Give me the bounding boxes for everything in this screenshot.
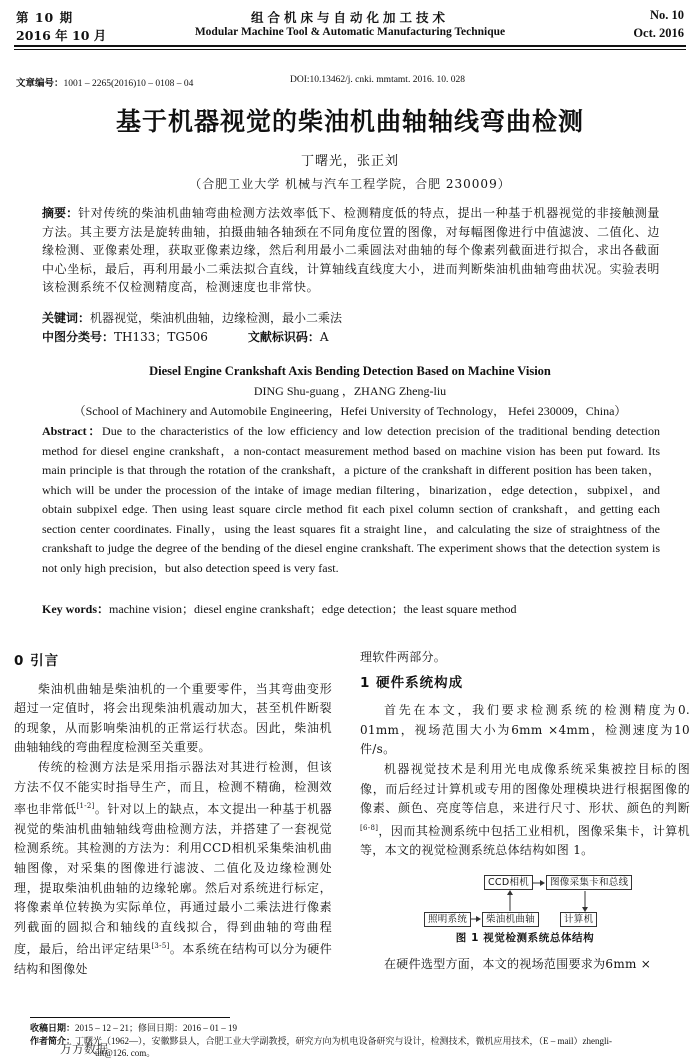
wanfang-watermark: 万方数据 xyxy=(60,1042,109,1056)
english-authors: DING Shu-guang ，ZHANG Zheng-liu xyxy=(253,384,447,398)
issue-number-cn: 第 10 期 xyxy=(16,10,74,25)
figure-box-computer: 计算机 xyxy=(560,912,597,927)
article-number-label: 文章编号： xyxy=(16,78,64,89)
citation-ref[interactable]: [6-8] xyxy=(360,823,379,832)
english-keywords xyxy=(42,600,517,617)
english-keywords-text: machine vision；diesel engine crankshaft；edge detection；the least square method xyxy=(109,602,517,616)
para-text: 传统的检测方法是采用指示器法对其进行检测，但该方法不仅不能实时指导生产，而且，检测不精确，检测效率也非常低 xyxy=(14,759,332,817)
english-keywords-label: Key words： xyxy=(42,602,109,616)
issue-number-en: No. 10 xyxy=(649,8,684,22)
section-0-paragraph-1: 柴油机曲轴是柴油机的一个重要零件，当其弯曲变形超过一定值时，将会出现柴油机震动加大，甚至机件断裂的现象，从而影响柴油机的正常运行状态。因此，柴油机曲轴轴线的弯曲程度检测至关重要。 xyxy=(14,681,332,755)
author-email-tail: uit@126. com。 xyxy=(95,1048,156,1058)
keywords-label: 关键词： xyxy=(42,311,91,325)
doc-code-value: A xyxy=(319,330,329,344)
para-text: 。本系统在结构可以分为硬件结构和图像处 xyxy=(14,942,332,976)
abstract-text: 针对传统的柴油机曲轴弯曲检测方法效率低下、检测精度低的特点，提出一种基于机器视觉的非接触测量方法。其主要方法是旋转曲轴，拍摄曲轴各轴颈在不同角度位置的图像，对每幅图像进行中值滤波、二值化、边缘检测、亚像素处理，获取亚像素边缘，然后利用最小二乘圆法对曲轴的每个像素列截面进行拟合，求出各截面中心坐标，最后，再利用最小二乘法拟合直线，计算轴线直线度大小，进而判断柴油机曲轴弯曲状况。实验表明该检测系统不仅检测精度高，检测速度也非常快。 xyxy=(42,206,660,295)
figure-1-diagram xyxy=(360,869,690,927)
figure-box-capture-card: 图像采集卡和总线 xyxy=(546,875,632,890)
received-label: 收稿日期： xyxy=(30,1024,76,1034)
keywords-cn xyxy=(42,309,342,327)
paper-title: 基于机器视觉的柴油机曲轴轴线弯曲检测 xyxy=(115,107,584,136)
body-right-column xyxy=(360,648,690,974)
para-text: ，因而其检测系统中包括工业相机，图像采集卡，计算机等，本文的视觉检测系统总体结构如图 1。 xyxy=(360,823,690,858)
paragraph-continuation: 理软件两部分。 xyxy=(360,650,447,664)
header-rule-thin xyxy=(14,49,686,50)
section-1-paragraph-1: 首先在本文，我们要求检测系统的检测精度为0. 01mm，视场范围大小为6mm ×4mm，检测速度为10件/s。 xyxy=(360,703,690,757)
para-text: 机器视觉技术是利用光电成像系统采集被控目标的图像，而后经过计算机或专用的图像处理模块进行根据图像的像素、颜色、亮度等信息，来进行尺寸、形状、颜色的判断 xyxy=(360,761,690,816)
abstract-cn xyxy=(42,204,660,297)
issue-date-cn: 2016 年 10 月 xyxy=(16,28,107,43)
authors: 丁曙光，张正刘 xyxy=(300,154,399,169)
affiliation: （合肥工业大学 机械与汽车工程学院，合肥 230009） xyxy=(189,177,511,191)
author-bio-text: 丁曙光（1962—），安徽黟县人，合肥工业大学副教授，研究方向为机电设备研究与设计，检测技术，微机应用技术，（E – mail）zhengli- xyxy=(75,1036,612,1046)
article-number-value: 1001 – 2265(2016)10 – 0108 – 04 xyxy=(63,79,194,89)
doc-code-label: 文献标识码： xyxy=(247,330,320,344)
section-1-paragraph-2 xyxy=(360,760,690,861)
citation-ref[interactable]: [1-2] xyxy=(76,802,95,811)
body-left-column xyxy=(0,648,340,980)
issue-date-en: Oct. 2016 xyxy=(633,26,684,40)
section-1-paragraph-3: 在硬件选型方面，本文的视场范围要求为6mm × xyxy=(384,956,652,971)
figure-box-ccd-camera: CCD相机 xyxy=(484,875,533,890)
clc-label: 中图分类号： xyxy=(42,330,115,344)
journal-name-en: Modular Machine Tool & Automatic Manufacturing Technique xyxy=(194,26,506,38)
keywords-text: 机器视觉，柴油机曲轴，边缘检测，最小二乘法 xyxy=(90,311,343,325)
doi[interactable]: DOI:10.13462/j. cnki. mmtamt. 2016. 10. 028 xyxy=(290,75,465,85)
section-1-title: 1 硬件系统构成 xyxy=(360,674,464,691)
figure-box-crankshaft: 柴油机曲轴 xyxy=(482,912,539,927)
journal-name-cn: 组合机床与自动化加工技术 xyxy=(250,10,449,25)
received-value: 2015 – 12 – 21；修回日期：2016 – 01 – 19 xyxy=(75,1023,238,1033)
article-number xyxy=(16,75,193,89)
english-title: Diesel Engine Crankshaft Axis Bending Detection Based on Machine Vision xyxy=(149,364,551,378)
section-0-paragraph-2 xyxy=(14,758,332,980)
english-affiliation: （School of Machinery and Automobile Engineering，Hefei University of Technology， Hefei 230009，China） xyxy=(73,404,627,418)
classification-row xyxy=(42,328,329,346)
abstract-label: 摘要： xyxy=(42,206,79,220)
english-abstract-text: Due to the characteristics of the low efficiency and low detection precision of the traditional bending detection method for diesel engine crankshaft，a non-contact measurement method based on machine vision has been put foward. Its main principle is that through the rotation of the crankshaft，a picture of the crankshaft in different position has been taken，which will be under the procession of the intake of image median filtering，binarization，edge detection，subpixel，and obtain subpixel edge. Then using least square circle method fit each pixel column section of crankshaft，and getting each section center coordinates. Finally，using the least squares fit a straight line，and calculating the size of straightness of the crankshaft to judge the degree of the bending of the diesel engine crankshaft. The experiment shows that the detection system is not only high precision，but also detection speed is very fast. xyxy=(42,424,660,575)
citation-ref[interactable]: [3-5] xyxy=(151,942,170,951)
figure-1-caption: 图 1 视觉检测系统总体结构 xyxy=(455,931,595,944)
section-0-title: 0 引言 xyxy=(14,653,60,669)
footnote-rule xyxy=(30,1017,230,1018)
english-abstract xyxy=(42,422,660,578)
clc-value: TH133；TG506 xyxy=(114,330,208,344)
header-rule xyxy=(14,45,686,47)
english-abstract-label: Abstract： xyxy=(42,424,103,438)
figure-box-lighting: 照明系统 xyxy=(424,912,471,927)
para-text: 。针对以上的缺点，本文提出一种基于机器视觉的柴油机曲轴轴线弯曲检测方法，并搭建了一套视觉检测系统。其检测的方法为：利用CCD相机采集柴油机曲轴图像，对采集的图像进行滤波、二值化及边缘检测处理，提取柴油机曲轴的边缘轮廓。然后对系统进行标定，将像素单位转换为实际单位，再通过最小二乘法进行像素列截面的圆拟合和轴线的直线拟合，得到曲轴的弯曲程度，最后，给出评定结果 xyxy=(14,802,332,957)
author-bio-label: 作者简介： xyxy=(30,1037,76,1047)
